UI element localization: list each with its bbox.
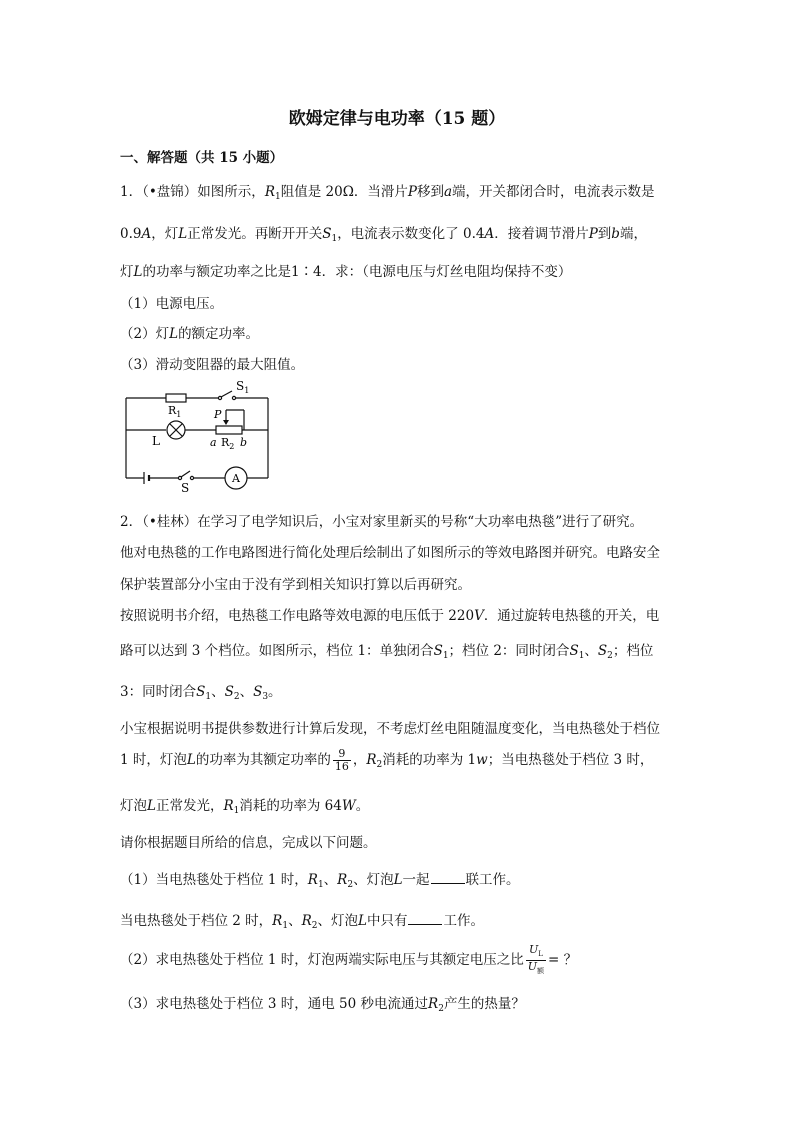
q2-answer-2: 当电热毯处于档位 2 时，$R_1$、$R_2$、灯泡L中只有 工作。 [120,913,484,931]
answer-blank[interactable] [431,871,465,884]
q2-line-9: 灯泡L正常发光，$R_1$消耗的功率为 64W。 [120,798,370,816]
q1-part-2: （2）灯L的额定功率。 [120,326,260,342]
label-l: L [152,434,160,448]
q2-line-1: 2．（•桂林）在学习了电学知识后，小宝对家里新买的号称“大功率电热毯”进行了研究。 [120,514,644,530]
answer-blank[interactable] [408,912,442,925]
slider-arrow-icon [223,420,229,425]
q1-line-2: 0.9A，灯L正常发光。再断开开关$S_1$，电流表示数变化了 0.4A．接着调节滑片P到b端， [120,226,647,244]
label-a: a [210,436,217,449]
q2-line-6: 3：同时闭合$S_1$、$S_2$、$S_3$。 [120,684,282,702]
q2-answer-4: （3）求电热毯处于档位 3 时，通电 50 秒电流通过$R_2$产生的热量？ [120,996,525,1014]
ammeter-label: A [232,472,240,485]
q1-part-1: （1）电源电压。 [120,296,224,312]
q2-answer-1: （1）当电热毯处于档位 1 时，$R_1$、$R_2$、灯泡L一起 联工作。 [120,872,520,890]
label-p: P [214,408,222,421]
circuit-diagram [118,380,278,492]
q2-line-2: 他对电热毯的工作电路图进行简化处理后绘制出了如图所示的等效电路图并研究。电路安全 [120,545,660,561]
q2-line-4: 按照说明书介绍，电热毯工作电路等效电源的电压低于 220V．通过旋转电热毯的开关，电 [120,608,660,624]
q2-line-8: 1 时，灯泡L的功率为其额定功率的 $\frac{9}{16}$ ，$R_2$消耗的功率为 1w；当电热毯处于档位 3 时， [120,747,654,773]
section-heading: 一、解答题（共 15 小题） [120,150,284,166]
q2-answer-3: （2）求电热毯处于档位 1 时，灯泡两端实际电压与其额定电压之比 $\frac{U_L}{U_额}$ = ？ [120,943,578,975]
q1-line-3: 灯L的功率与额定功率之比是1∶4．求：（电源电压与灯丝电阻均保持不变） [120,264,572,280]
label-s: S [181,481,190,492]
q2-line-3: 保护装置部分小宝由于没有学到相关知识打算以后再研究。 [120,577,471,593]
label-b: b [240,436,248,449]
q2-line-5: 路可以达到 3 个档位。如图所示，档位 1：单独闭合$S_1$；档位 2：同时闭合$S_1$、$S_2$；档位 [120,643,654,661]
q1-part-3: （3）滑动变阻器的最大阻值。 [120,357,305,373]
page-title: 欧姆定律与电功率（15 题） [288,109,506,129]
q2-line-7: 小宝根据说明书提供参数进行计算后发现，不考虑灯丝电阻随温度变化，当电热毯处于档位 [120,721,660,737]
label-s1: $S_1$ [236,380,250,395]
label-r2: $R_2$ [221,436,235,451]
fraction-voltage-ratio: $\frac{U_L}{U_额}$ [527,943,545,975]
fraction-nine-sixteenths: $\frac{9}{16}$ [334,747,349,773]
q1-line-1: 1．（•盘锦）如图所示，$R_1$阻值是 20Ω．当滑片P移到a端，开关都闭合时，电流表示数是 [120,184,655,202]
q2-line-10: 请你根据题目所给的信息，完成以下问题。 [120,835,377,851]
label-r1: $R_1$ [168,404,182,419]
